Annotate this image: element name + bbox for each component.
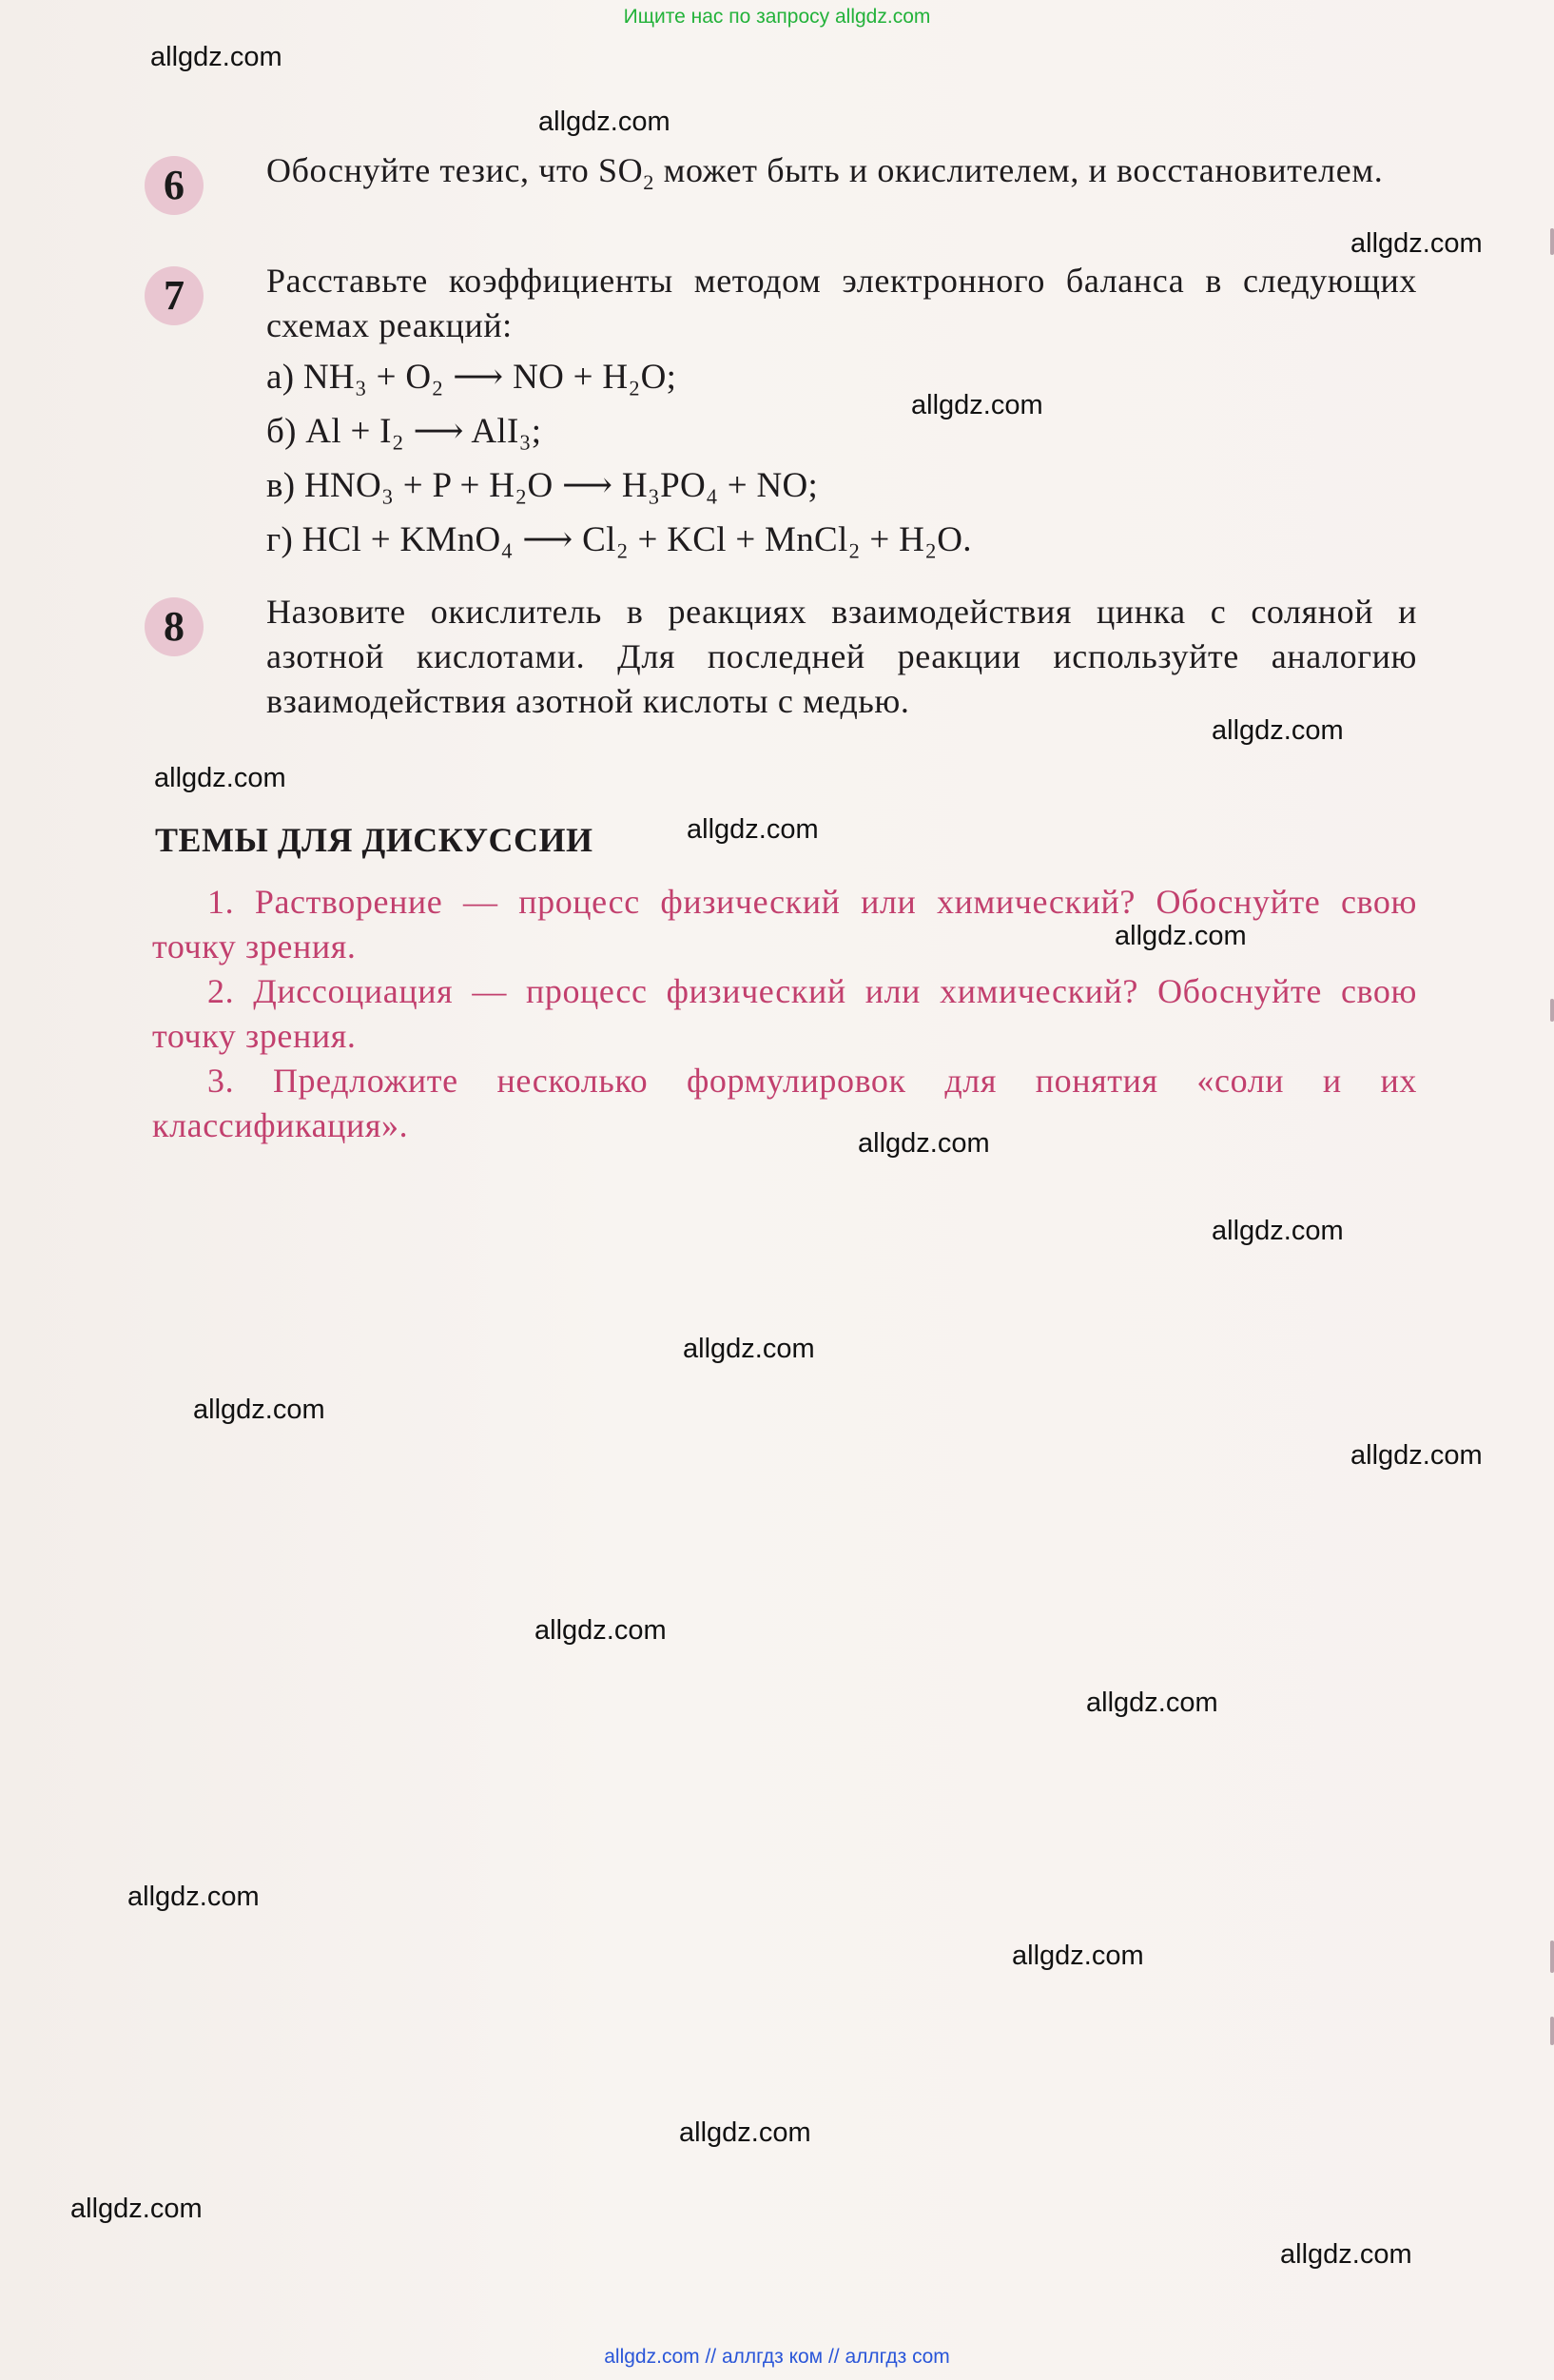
discussion-item-2 [152, 969, 1417, 1059]
watermark: allgdz.com [154, 763, 286, 793]
watermark: allgdz.com [1350, 228, 1483, 259]
watermark: allgdz.com [1280, 2239, 1412, 2270]
task-6-text-part: Обоснуйте тезис, что SO [266, 151, 644, 189]
watermark: allgdz.com [1115, 921, 1247, 951]
watermark: allgdz.com [1012, 1941, 1144, 1971]
watermark: allgdz.com [858, 1128, 990, 1159]
equation-a: а) NH₃ + O₂ ⟶ NO + H₂O; [266, 358, 677, 397]
discussion-heading: ТЕМЫ ДЛЯ ДИСКУССИИ [155, 821, 593, 859]
task-6-subscript: 2 [643, 169, 654, 194]
task-6-text [266, 148, 1417, 193]
watermark: allgdz.com [911, 390, 1043, 420]
task-number-7: 7 [145, 266, 204, 325]
watermark: allgdz.com [679, 2117, 811, 2148]
watermark: allgdz.com [534, 1615, 667, 1646]
watermark: allgdz.com [1212, 1216, 1344, 1246]
task-7-text: Расставьте коэффициенты методом электронного баланса в следующих схемах реакций: [266, 262, 1417, 344]
watermark: allgdz.com [687, 814, 819, 845]
page-edge-mark [1550, 1941, 1554, 1973]
discussion-item-1 [152, 880, 1417, 969]
watermark: allgdz.com [1086, 1687, 1218, 1718]
equation-b: б) Al + I₂ ⟶ AlI₃; [266, 412, 542, 451]
task-number-6: 6 [145, 156, 204, 215]
watermark: allgdz.com [538, 107, 670, 137]
page-edge-mark [1550, 999, 1554, 1022]
equation-d: г) HCl + KMnO₄ ⟶ Cl₂ + KCl + MnCl₂ + H₂O. [266, 520, 972, 559]
task-6-text-part: может быть и окислителем, и восстановителем. [654, 151, 1384, 189]
watermark: allgdz.com [1350, 1440, 1483, 1471]
discussion-item-3 [152, 1059, 1417, 1148]
task-7-equations [266, 350, 1417, 567]
discussion-item-3-text: 3. Предложите несколько формулировок для понятия «соли и их классификация». [152, 1062, 1417, 1144]
task-number-8: 8 [145, 597, 204, 656]
watermark: allgdz.com [150, 42, 282, 72]
watermark: allgdz.com [683, 1334, 815, 1364]
page-edge-mark [1550, 2017, 1554, 2045]
footer-links: allgdz.com // аллгдз ком // аллгдз com [604, 2346, 950, 2368]
search-hint-banner: Ищите нас по запросу allgdz.com [623, 6, 931, 28]
page-edge-mark [1550, 228, 1554, 255]
discussion-item-1-text: 1. Растворение — процесс физический или химический? Обоснуйте свою точку зрения. [152, 883, 1417, 966]
watermark: allgdz.com [1212, 715, 1344, 746]
task-8-text: Назовите окислитель в реакциях взаимодействия цинка с соляной и азотной кислотами. Для последней реакции используйте аналогию взаимодействия азотной кислоты с медью. [266, 593, 1417, 720]
discussion-item-2-text: 2. Диссоциация — процесс физический или химический? Обоснуйте свою точку зрения. [152, 972, 1417, 1055]
watermark: allgdz.com [70, 2194, 203, 2224]
watermark: allgdz.com [193, 1395, 325, 1425]
equation-c: в) HNO₃ + P + H₂O ⟶ H₃PO₄ + NO; [266, 466, 819, 505]
watermark: allgdz.com [127, 1882, 260, 1912]
